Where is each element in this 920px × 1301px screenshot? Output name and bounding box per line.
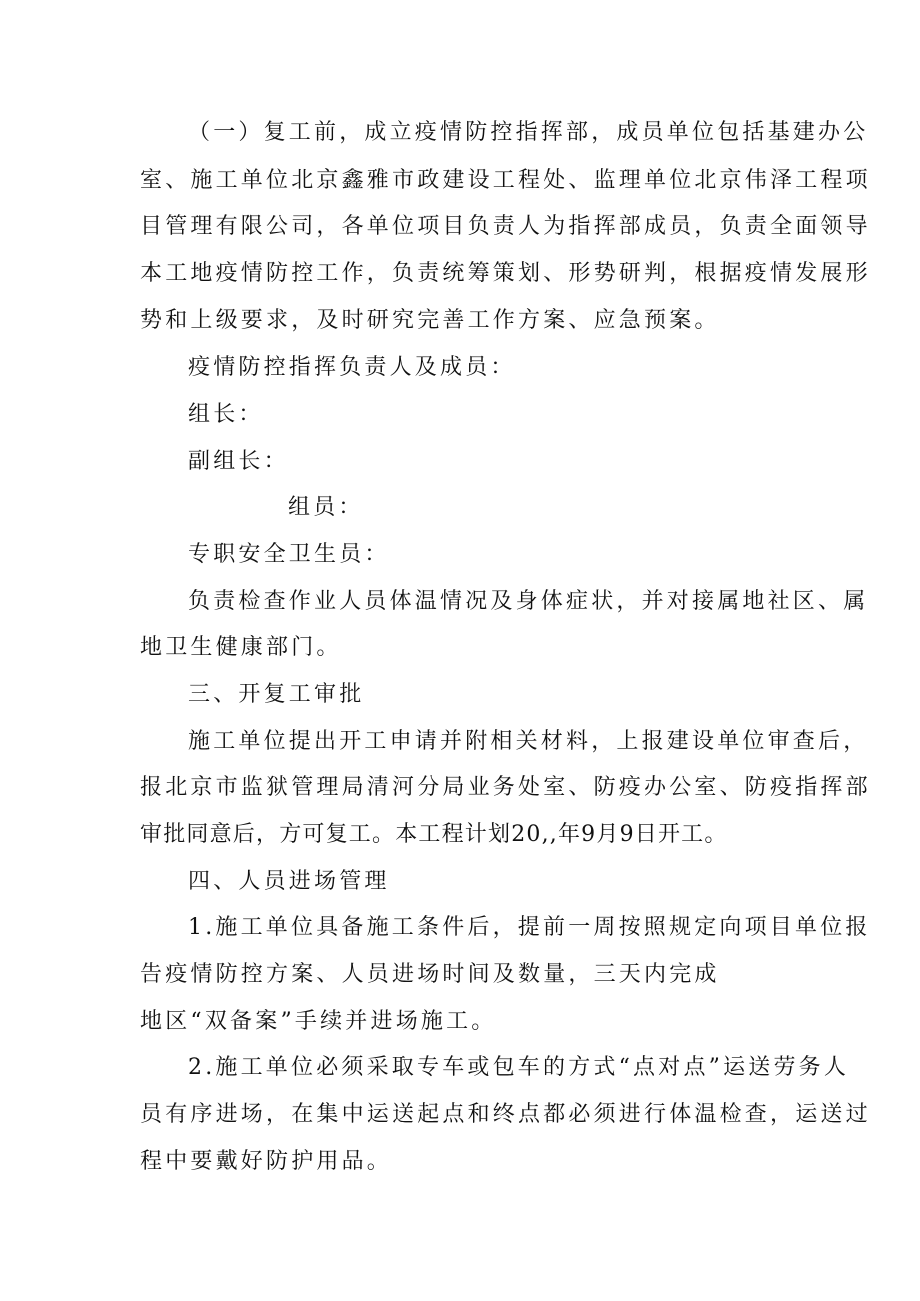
- section-1-line-2: 室、施工单位北京鑫雅市政建设工程处、监理单位北京伟泽工程项: [140, 168, 871, 193]
- section-4-heading: 四、人员进场管理: [188, 869, 390, 894]
- item-1-line-3: 地区“双备案”手续并进场施工。: [140, 1009, 497, 1034]
- section-3-line-1: 施工单位提出开工申请并附相关材料，上报建设单位审查后，: [188, 729, 869, 754]
- leader-label: 组长：: [188, 402, 264, 427]
- safety-officer-label: 专职安全卫生员：: [188, 542, 390, 567]
- item-1-line-2: 告疫情防控方案、人员进场时间及数量，三天内完成: [140, 962, 720, 987]
- section-3-heading: 三、开复工审批: [188, 682, 365, 707]
- section-3-line-2: 报北京市监狱管理局清河分局业务处室、防疫办公室、防疫指挥部: [140, 775, 871, 800]
- item-2-line-3: 程中要戴好防护用品。: [140, 1149, 393, 1174]
- members-heading: 疫情防控指挥负责人及成员：: [188, 355, 516, 380]
- deputy-leader-label: 副组长：: [188, 449, 289, 474]
- section-1-line-5: 势和上级要求，及时研究完善工作方案、应急预案。: [140, 308, 720, 333]
- duty-line-1: 负责检查作业人员体温情况及身体症状，并对接属地社区、属: [188, 589, 869, 614]
- section-3-line-3: 审批同意后，方可复工。本工程计划20,,年9月9日开工。: [140, 822, 728, 847]
- item-2-line-1: 2.施工单位必须采取专车或包车的方式“点对点”运送劳务人: [188, 1055, 850, 1080]
- item-1-line-1: 1.施工单位具备施工条件后，提前一周按照规定向项目单位报: [188, 915, 871, 940]
- staff-label: 组员：: [288, 495, 364, 520]
- section-1-line-3: 目管理有限公司，各单位项目负责人为指挥部成员，负责全面领导: [140, 214, 871, 239]
- section-1-line-1: （一）复工前，成立疫情防控指挥部，成员单位包括基建办公: [188, 120, 869, 145]
- duty-line-2: 地卫生健康部门。: [140, 635, 342, 660]
- section-1-line-4: 本工地疫情防控工作，负责统筹策划、形势研判，根据疫情发展形: [140, 261, 871, 286]
- item-2-line-2: 员有序进场，在集中运送起点和终点都必须进行体温检查，运送过: [140, 1102, 871, 1127]
